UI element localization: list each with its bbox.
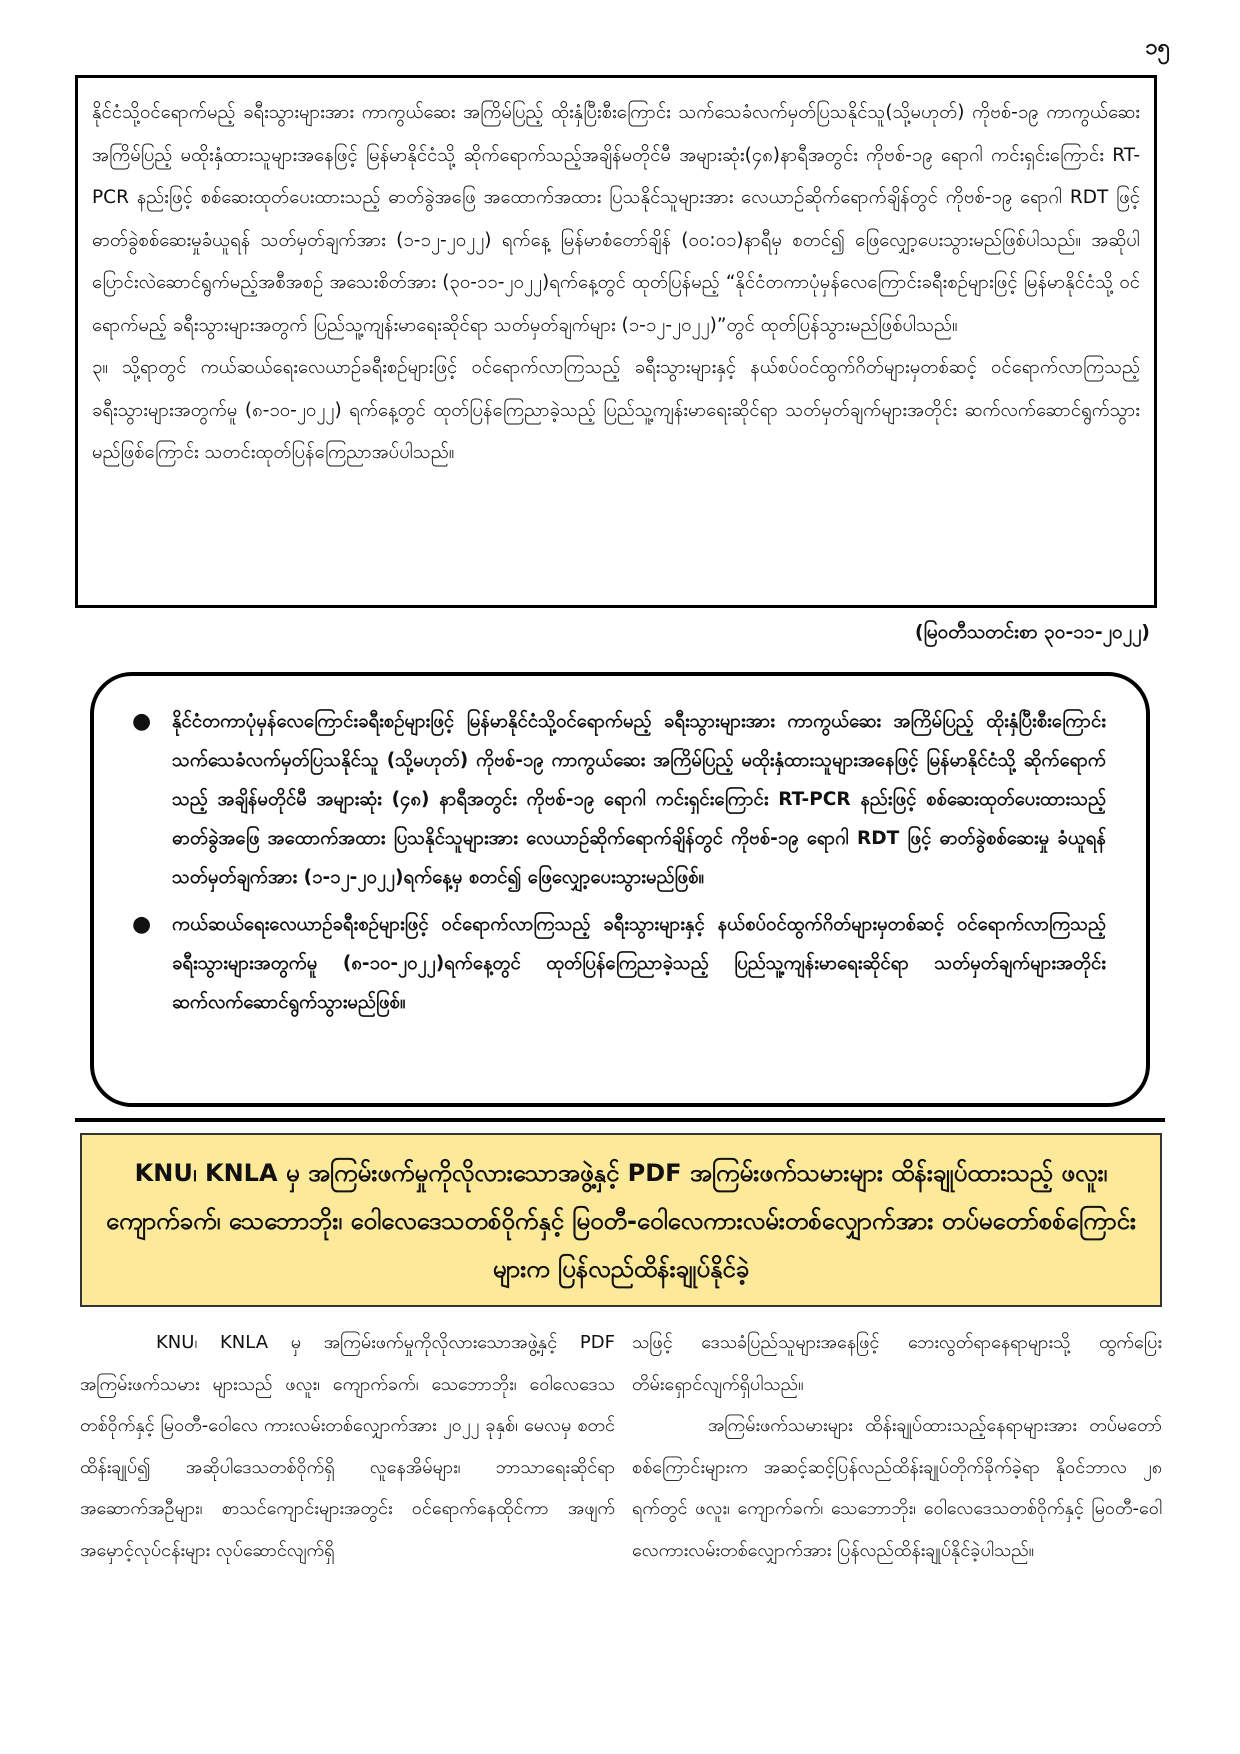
bullet-icon: ● xyxy=(132,912,152,937)
headline: KNU၊ KNLA မှ အကြမ်းဖက်မှုကိုလိုလားသောအဖွဲ့နှင့် PDF အကြမ်းဖက်သမားများ ထိန်းချုပ်ထားသည့် ဖလူး၊ ကျောက်ခက်၊ သေဘောဘိုး၊ ဝေါလေဒေသတစ်ဝိုက်နှင့် မြဝတီ-ဝေါလေကားလမ်းတစ်လျှောက်အား တပ်မတော်စစ်ကြောင်းများက ပြန်လည်ထိန်းချုပ်နိုင်ခဲ့ xyxy=(105,1159,1137,1283)
bullet-icon: ● xyxy=(132,709,152,734)
article-left-column xyxy=(80,1322,615,1571)
page-number: ၁၅ xyxy=(1145,35,1170,60)
article-paragraph: သဖြင့် ဒေသခံပြည်သူများအနေဖြင့် ဘေးလွတ်ရာနေရာများသို့ ထွက်ပြေးတိမ်းရှောင်လျက်ရှိပါသည်။ xyxy=(632,1332,1162,1395)
summary-list xyxy=(132,702,1106,1022)
section-divider xyxy=(75,1118,1165,1122)
summary-item-text: နိုင်ငံတကာပုံမှန်လေကြောင်းခရီးစဉ်များဖြင့် မြန်မာနိုင်ငံသို့ဝင်ရောက်မည့် ခရီးသွားများအား ကာကွယ်ဆေး အကြိမ်ပြည့် ထိုးနှံပြီးစီးကြောင်း သက်သေခံလက်မှတ်ပြသနိုင်သူ (သို့မဟုတ်) ကိုဗစ်-၁၉ ကာကွယ်ဆေး အကြိမ်ပြည့် မထိုးနှံထားသူများအနေဖြင့် မြန်မာနိုင်ငံသို့ ဆိုက်ရောက်သည့် အချိန်မတိုင်မီ အများဆုံး (၄၈) နာရီအတွင်း ကိုဗစ်-၁၉ ရောဂါ ကင်းရှင်းကြောင်း RT-PCR နည်းဖြင့် စစ်ဆေးထုတ်ပေးထားသည့် ဓာတ်ခွဲအဖြေ အထောက်အထား ပြသနိုင်သူများအား လေယာဉ်ဆိုက်ရောက်ချိန်တွင် ကိုဗစ်-၁၉ ရောဂါ RDT ဖြင့် ဓာတ်ခွဲစစ်ဆေးမှု ခံယူရန် သတ်မှတ်ချက်အား (၁-၁၂-၂၀၂၂)ရက်နေ့မှ စတင်၍ ဖြေလျှော့ပေးသွားမည်ဖြစ်။ xyxy=(172,711,1106,888)
article-paragraph: KNU၊ KNLA မှ အကြမ်းဖက်မှုကိုလိုလားသောအဖွဲ့နှင့် PDF အကြမ်းဖက်သမား များသည် ဖလူး၊ ကျောက်ခက်၊ သေဘောဘိုး၊ ဝေါလေဒေသတစ်ဝိုက်နှင့် မြဝတီ-ဝေါလေ ကားလမ်းတစ်လျှောက်အား ၂၀၂၂ ခုနှစ်၊ မေလမှ စတင်ထိန်းချုပ်၍ အဆိုပါဒေသတစ်ဝိုက်ရှိ လူနေအိမ်များ၊ ဘာသာရေးဆိုင်ရာ အဆောက်အဦများ၊ စာသင်ကျောင်းများအတွင်း ဝင်ရောက်နေထိုင်ကာ အဖျက်အမှောင့်လုပ်ငန်းများ လုပ်ဆောင်လျက်ရှိ xyxy=(80,1332,615,1561)
article-paragraph: အကြမ်းဖက်သမားများ ထိန်းချုပ်ထားသည့်နေရာများအား တပ်မတော်စစ်ကြောင်းများက အဆင့်ဆင့်ပြန်လည်ထိန်းချုပ်တိုက်ခိုက်ခဲ့ရာ နိုဝင်ဘာလ ၂၈ ရက်တွင် ဖလူး၊ ကျောက်ခက်၊ သေဘောဘိုး၊ ဝေါလေဒေသတစ်ဝိုက်နှင့် မြဝတီ-ဝေါလေကားလမ်းတစ်လျှောက်အား ပြန်လည်ထိန်းချုပ်နိုင်ခဲ့ပါသည်။ xyxy=(632,1415,1162,1561)
summary-item xyxy=(132,905,1106,1022)
headline-box xyxy=(80,1133,1162,1307)
notice-paragraph-2: ၃။ သို့ရာတွင် ကယ်ဆယ်ရေးလေယာဉ်ခရီးစဉ်များဖြင့် ဝင်ရောက်လာကြသည့် ခရီးသွားများနှင့် နယ်စပ်ဝင်ထွက်ဂိတ်များမှတစ်ဆင့် ဝင်ရောက်လာကြသည့် ခရီးသွားများအတွက်မူ (၈-၁၀-၂၀၂၂) ရက်နေ့တွင် ထုတ်ပြန်ကြေညာခဲ့သည့် ပြည်သူ့ကျန်းမာရေးဆိုင်ရာ သတ်မှတ်ချက်များအတိုင်း ဆက်လက်ဆောင်ရွက်သွားမည်ဖြစ်ကြောင်း သတင်းထုတ်ပြန်ကြေညာအပ်ပါသည်။ xyxy=(92,357,1140,463)
source-citation: (မြဝတီသတင်းစာ ၃၀-၁၁-၂၀၂၂) xyxy=(914,621,1150,643)
summary-box xyxy=(90,672,1150,1107)
notice-box xyxy=(75,75,1157,608)
summary-item xyxy=(132,702,1106,897)
summary-item-text: ကယ်ဆယ်ရေးလေယာဉ်ခရီးစဉ်များဖြင့် ဝင်ရောက်လာကြသည့် ခရီးသွားများနှင့် နယ်စပ်ဝင်ထွက်ဂိတ်များမှတစ်ဆင့် ဝင်ရောက်လာကြသည့် ခရီးသွားများအတွက်မူ (၈-၁၀-၂၀၂၂)ရက်နေ့တွင် ထုတ်ပြန်ကြေညာခဲ့သည့် ပြည်သူ့ကျန်းမာရေးဆိုင်ရာ သတ်မှတ်ချက်များအတိုင်း ဆက်လက်ဆောင်ရွက်သွားမည်ဖြစ်။ xyxy=(172,914,1106,1013)
article-right-column xyxy=(632,1322,1162,1571)
notice-paragraph-1: နိုင်ငံသို့ဝင်ရောက်မည့် ခရီးသွားများအား ကာကွယ်ဆေး အကြိမ်ပြည့် ထိုးနှံပြီးစီးကြောင်း သက်သေခံလက်မှတ်ပြသနိုင်သူ(သို့မဟုတ်) ကိုဗစ်-၁၉ ကာကွယ်ဆေး အကြိမ်ပြည့် မထိုးနှံထားသူများအနေဖြင့် မြန်မာနိုင်ငံသို့ ဆိုက်ရောက်သည့်အချိန်မတိုင်မီ အများဆုံး(၄၈)နာရီအတွင်း ကိုဗစ်-၁၉ ရောဂါ ကင်းရှင်းကြောင်း RT-PCR နည်းဖြင့် စစ်ဆေးထုတ်ပေးထားသည့် ဓာတ်ခွဲအဖြေ အထောက်အထား ပြသနိုင်သူများအား လေယာဉ်ဆိုက်ရောက်ချိန်တွင် ကိုဗစ်-၁၉ ရောဂါ RDT ဖြင့် ဓာတ်ခွဲစစ်ဆေးမှုခံယူရန် သတ်မှတ်ချက်အား (၁-၁၂-၂၀၂၂) ရက်နေ့ မြန်မာစံတော်ချိန် (၀၀:၀၁)နာရီမှ စတင်၍ ဖြေလျှော့ပေးသွားမည်ဖြစ်ပါသည်။ အဆိုပါပြောင်းလဲဆောင်ရွက်မည့်အစီအစဉ် အသေးစိတ်အား (၃၀-၁၁-၂၀၂၂)ရက်နေ့တွင် ထုတ်ပြန်မည့် “နိုင်ငံတကာပုံမှန်လေကြောင်းခရီးစဉ်များဖြင့် မြန်မာနိုင်ငံသို့ ဝင်ရောက်မည့် ခရီးသွားများအတွက် ပြည်သူ့ကျန်းမာရေးဆိုင်ရာ သတ်မှတ်ချက်များ (၁-၁၂-၂၀၂၂)”တွင် ထုတ်ပြန်သွားမည်ဖြစ်ပါသည်။ xyxy=(92,102,1140,336)
